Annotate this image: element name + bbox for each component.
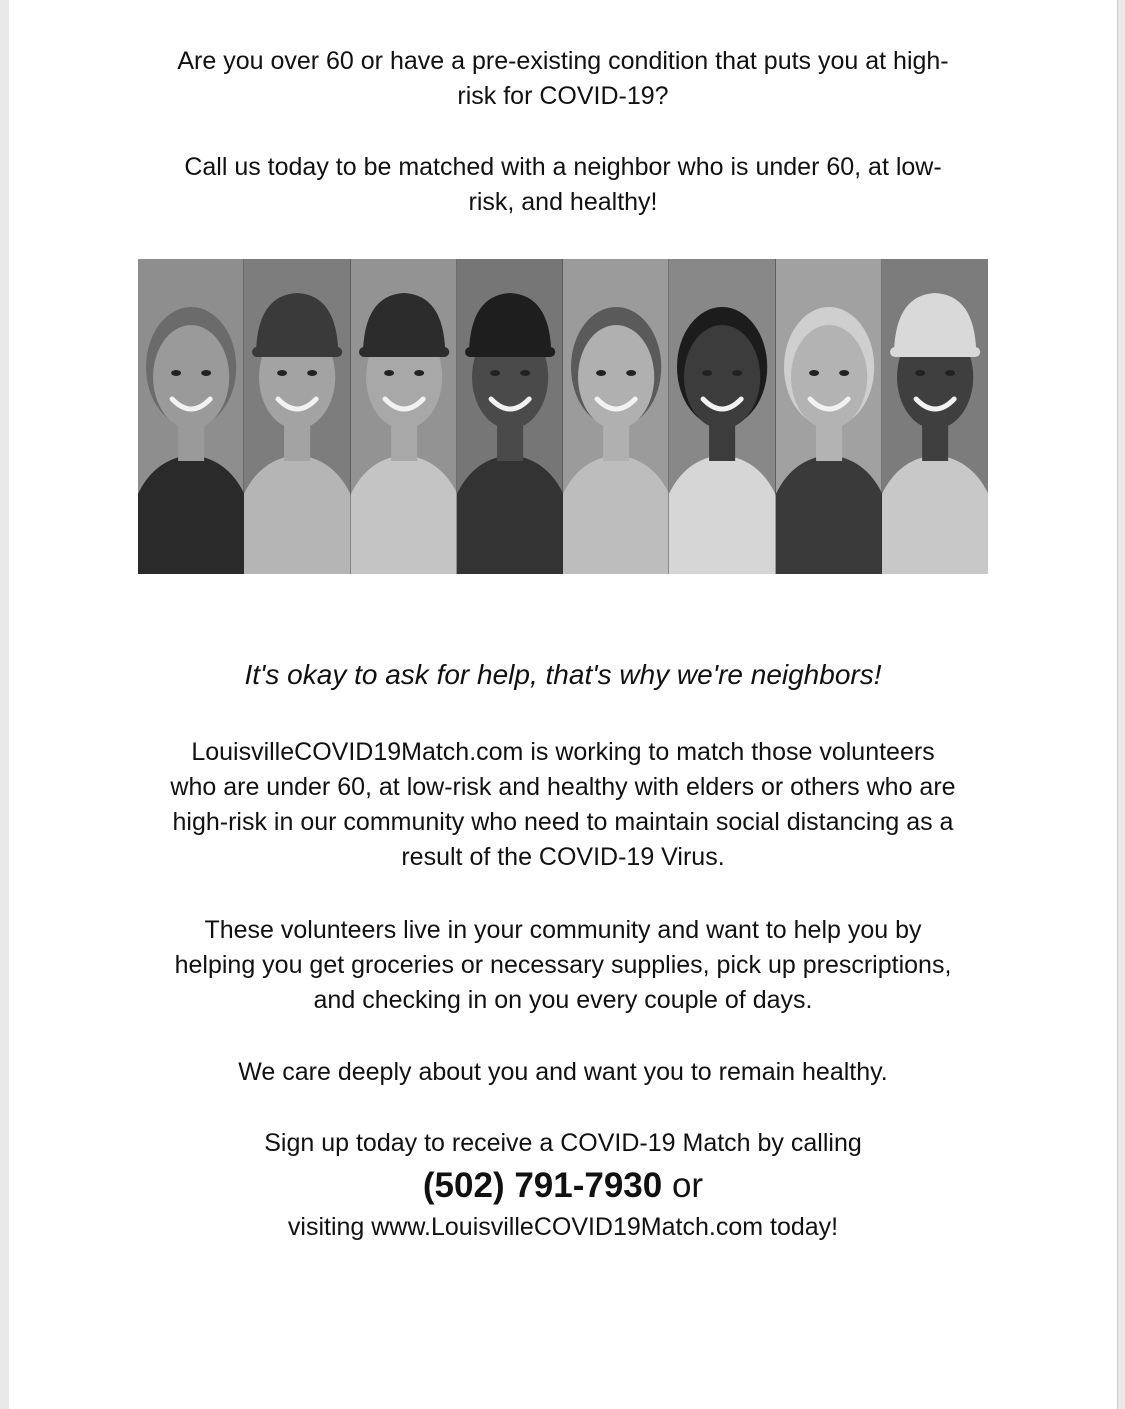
help-line: These volunteers live in your community and want to help you by <box>204 916 922 944</box>
elder-portrait <box>669 259 775 574</box>
portrait-face <box>791 325 867 429</box>
portrait-eye <box>171 370 181 376</box>
elder-portrait <box>882 259 988 574</box>
portrait-eye <box>277 370 287 376</box>
intro-question <box>9 44 1117 114</box>
elder-portrait <box>457 259 563 574</box>
help-line: helping you get groceries or necessary supplies, pick up prescriptions, <box>174 951 952 979</box>
flyer-page <box>9 0 1117 1409</box>
portrait-eye <box>732 370 742 376</box>
portrait-drawing <box>138 259 244 574</box>
portrait-clothing <box>244 455 350 574</box>
intro-question-line: Are you over 60 or have a pre-existing condition that puts you at high- <box>177 47 949 75</box>
portrait-hat-brim <box>890 347 980 357</box>
portrait-eye <box>201 370 211 376</box>
portrait-drawing <box>882 259 988 574</box>
portrait-face <box>684 325 760 429</box>
portrait-eye <box>596 370 606 376</box>
portrait-face <box>153 325 229 429</box>
tagline: It's okay to ask for help, that's why we're neighbors! <box>244 659 882 690</box>
portrait-clothing <box>457 455 563 574</box>
portrait-eye <box>307 370 317 376</box>
intro-call-line: risk, and healthy! <box>468 188 658 216</box>
portrait-eye <box>626 370 636 376</box>
portrait-eye <box>520 370 530 376</box>
about-line: result of the COVID-19 Virus. <box>401 843 725 871</box>
portrait-clothing <box>563 455 669 574</box>
care-line: We care deeply about you and want you to remain healthy. <box>238 1058 888 1086</box>
website-line: visiting www.LouisvilleCOVID19Match.com today! <box>287 1213 839 1241</box>
about-paragraph <box>9 735 1117 875</box>
portrait-clothing <box>351 455 457 574</box>
help-paragraph <box>9 913 1117 1018</box>
about-line: LouisvilleCOVID19Match.com is working to match those volunteers <box>191 738 935 766</box>
help-line: and checking in on you every couple of days. <box>313 986 813 1014</box>
elder-portrait <box>563 259 669 574</box>
elder-portrait <box>776 259 882 574</box>
about-line: high-risk in our community who need to maintain social distancing as a <box>172 808 954 836</box>
elder-portrait <box>138 259 244 574</box>
phone-number: (502) 791-7930 <box>422 1166 663 1205</box>
elder-portrait <box>244 259 350 574</box>
portrait-eye <box>414 370 424 376</box>
intro-question-line: risk for COVID-19? <box>457 82 669 110</box>
portrait-eye <box>384 370 394 376</box>
portrait-drawing <box>351 259 457 574</box>
portrait-drawing <box>244 259 350 574</box>
intro-call-line: Call us today to be matched with a neighbor who is under 60, at low- <box>184 153 942 181</box>
phone-or: or <box>662 1166 704 1205</box>
portrait-eye <box>490 370 500 376</box>
portrait-drawing <box>669 259 775 574</box>
portrait-drawing <box>776 259 882 574</box>
portrait-clothing <box>669 455 775 574</box>
portrait-eye <box>702 370 712 376</box>
signup-line: Sign up today to receive a COVID-19 Match by calling <box>264 1129 862 1157</box>
portrait-eye <box>809 370 819 376</box>
elder-portrait <box>351 259 457 574</box>
intro-call <box>9 150 1117 220</box>
portrait-clothing <box>882 455 988 574</box>
portrait-drawing <box>563 259 669 574</box>
portrait-eye <box>839 370 849 376</box>
about-line: who are under 60, at low-risk and healthy with elders or others who are <box>170 773 956 801</box>
portrait-clothing <box>138 455 244 574</box>
portrait-clothing <box>776 455 882 574</box>
portrait-eye <box>915 370 925 376</box>
elders-photo-strip <box>138 259 988 574</box>
page-edge <box>1117 0 1118 1409</box>
phone-line <box>9 1164 1117 1208</box>
portrait-hat-brim <box>465 347 555 357</box>
portrait-hat-brim <box>252 347 342 357</box>
portrait-eye <box>945 370 955 376</box>
portrait-drawing <box>457 259 563 574</box>
portrait-hat-brim <box>359 347 449 357</box>
portrait-face <box>578 325 654 429</box>
